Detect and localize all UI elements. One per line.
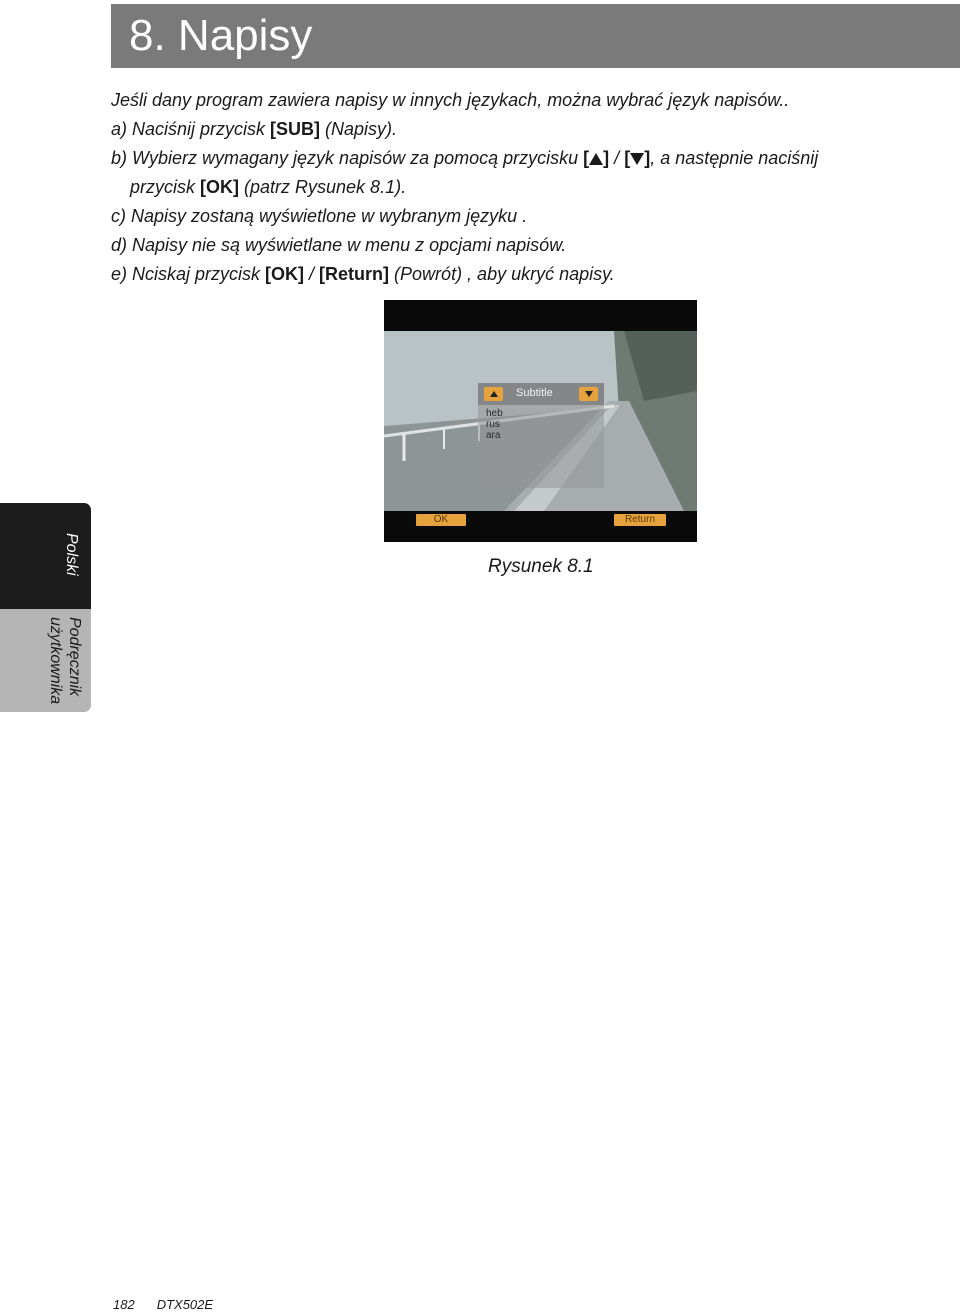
bracket-open: [ xyxy=(624,148,631,168)
slash: / xyxy=(304,264,320,284)
step-a xyxy=(111,115,931,144)
language-option[interactable]: rus xyxy=(486,419,500,430)
bracket-open: [ xyxy=(583,148,590,168)
step-d: d) Napisy nie są wyświetlane w menu z opcjami napisów. xyxy=(111,235,567,255)
step-b2-after: (patrz Rysunek 8.1). xyxy=(239,177,407,197)
road-scene-image xyxy=(384,331,697,511)
return-softkey[interactable]: Return xyxy=(614,514,666,526)
subtitle-next-button[interactable] xyxy=(579,387,598,401)
step-a-text: a) Naciśnij przycisk xyxy=(111,119,271,139)
subtitle-menu-panel xyxy=(478,383,604,488)
step-c: c) Napisy zostaną wyświetlone w wybranym języku . xyxy=(111,206,528,226)
language-option[interactable]: ara xyxy=(486,430,501,441)
manual-tab xyxy=(0,609,91,712)
tv-screen-figure xyxy=(384,300,697,542)
step-e-text: e) Nciskaj przycisk xyxy=(111,264,266,284)
step-b-text: b) Wybierz wymagany język napisów za pomocą przycisku xyxy=(111,148,584,168)
ok-softkey[interactable]: OK xyxy=(416,514,466,526)
instructions-block xyxy=(111,86,931,289)
bracket-close: ] xyxy=(644,148,651,168)
intro-text: Jeśli dany program zawiera napisy w innych językach, można wybrać język napisów.. xyxy=(111,90,790,110)
language-tab xyxy=(0,503,91,609)
language-tab-label: Polski xyxy=(63,533,80,576)
ok-key-label: [OK] xyxy=(265,264,305,284)
step-a-after: (Napisy). xyxy=(320,119,398,139)
step-e-after: (Powrót) , aby ukryć napisy. xyxy=(389,264,615,284)
return-key-label: [Return] xyxy=(319,264,390,284)
manual-tab-label: Podręcznik użytkownika xyxy=(47,617,83,705)
sub-key-label: [SUB] xyxy=(270,119,321,139)
subtitle-menu-title: Subtitle xyxy=(516,387,553,399)
section-header xyxy=(111,4,960,68)
page-title: 8. Napisy xyxy=(129,11,313,60)
language-option[interactable]: heb xyxy=(486,408,503,419)
step-b xyxy=(111,144,931,173)
down-arrow-icon xyxy=(630,153,644,165)
bracket-close: ] xyxy=(603,148,610,168)
model-name: DTX502E xyxy=(156,1297,214,1312)
step-b2-text: przycisk xyxy=(130,177,201,197)
page-footer xyxy=(113,1297,235,1312)
page-number: 182 xyxy=(113,1297,135,1312)
down-arrow-icon xyxy=(585,391,593,397)
ok-key-label: [OK] xyxy=(200,177,240,197)
step-e xyxy=(111,260,931,289)
subtitle-prev-button[interactable] xyxy=(484,387,503,401)
slash: / xyxy=(609,148,625,168)
figure-caption: Rysunek 8.1 xyxy=(488,556,594,577)
up-arrow-icon xyxy=(490,391,498,397)
up-arrow-icon xyxy=(589,153,603,165)
step-b-after: , a następnie naciśnij xyxy=(650,148,819,168)
step-b-line2 xyxy=(111,173,931,202)
